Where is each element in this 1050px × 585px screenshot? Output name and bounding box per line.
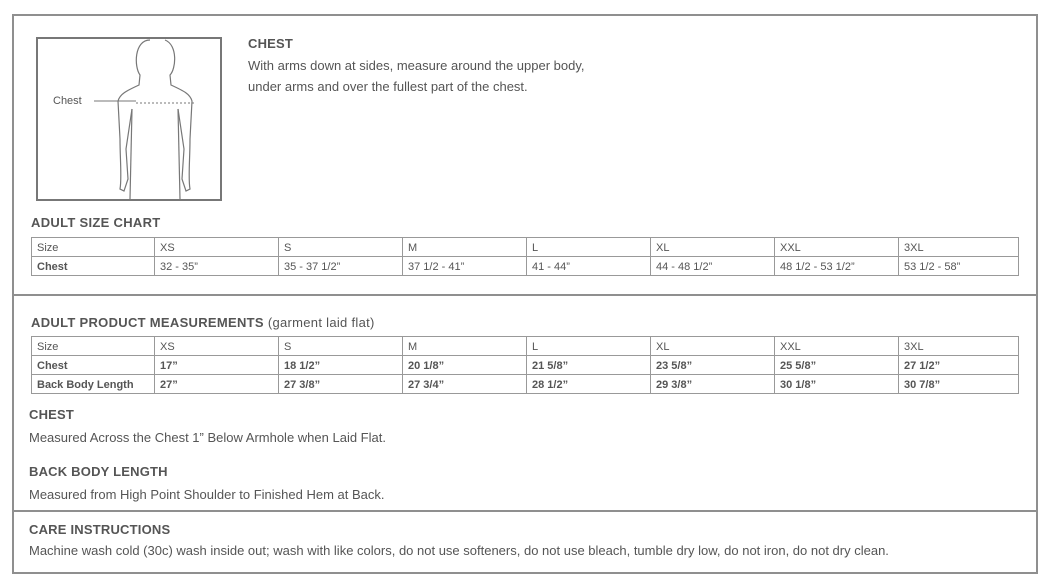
chest-description-line-2: under arms and over the fullest part of the chest.	[248, 79, 528, 94]
table-cell: S	[279, 238, 403, 257]
table-cell: 21 5/8”	[527, 356, 651, 375]
table-cell: M	[403, 238, 527, 257]
chest-heading: CHEST	[248, 36, 294, 51]
table-cell: 48 1/2 - 53 1/2”	[775, 257, 899, 276]
table-cell: M	[403, 337, 527, 356]
table-cell: 41 - 44”	[527, 257, 651, 276]
care-instructions-panel	[12, 510, 1038, 574]
table-cell: 17”	[155, 356, 279, 375]
table-row	[32, 238, 1019, 257]
table-cell: 27 1/2”	[899, 356, 1019, 375]
table-cell: L	[527, 238, 651, 257]
table-cell: XL	[651, 337, 775, 356]
chest-note-text: Measured Across the Chest 1” Below Armhole when Laid Flat.	[29, 430, 386, 445]
back-length-note	[29, 464, 1019, 505]
table-cell: 44 - 48 1/2”	[651, 257, 775, 276]
table-cell: XS	[155, 238, 279, 257]
adult-size-table	[31, 237, 1019, 276]
table-cell: 18 1/2”	[279, 356, 403, 375]
product-measurements-heading: ADULT PRODUCT MEASUREMENTS	[31, 315, 264, 330]
chest-note	[29, 407, 1019, 448]
table-cell: 3XL	[899, 238, 1019, 257]
table-cell: 35 - 37 1/2”	[279, 257, 403, 276]
table-cell: 29 3/8”	[651, 375, 775, 394]
table-cell: 27 3/4”	[403, 375, 527, 394]
row-header-cell: Size	[32, 238, 155, 257]
table-cell: XS	[155, 337, 279, 356]
table-cell: S	[279, 337, 403, 356]
product-measurements-subtitle: (garment laid flat)	[267, 315, 375, 330]
chest-description-line-1: With arms down at sides, measure around the upper body,	[248, 58, 585, 73]
back-length-note-title: BACK BODY LENGTH	[29, 464, 168, 479]
table-cell: XL	[651, 238, 775, 257]
table-cell: 32 - 35”	[155, 257, 279, 276]
body-silhouette-icon	[38, 39, 220, 199]
table-cell: 27 3/8”	[279, 375, 403, 394]
chest-note-title: CHEST	[29, 407, 75, 422]
size-guide-panel	[12, 14, 1038, 296]
table-cell: 3XL	[899, 337, 1019, 356]
care-instructions-text: Machine wash cold (30c) wash inside out; wash with like colors, do not use softeners, do not use bleach, tumble dry low, do not iron, do not dry clean.	[29, 543, 889, 558]
table-cell: 53 1/2 - 58”	[899, 257, 1019, 276]
row-header-cell: Size	[32, 337, 155, 356]
care-instructions	[29, 522, 889, 561]
table-cell: 25 5/8”	[775, 356, 899, 375]
back-length-note-text: Measured from High Point Shoulder to Finished Hem at Back.	[29, 487, 385, 502]
table-row	[32, 356, 1019, 375]
product-measurements-title	[31, 315, 375, 330]
table-cell: 28 1/2”	[527, 375, 651, 394]
product-measurements-table	[31, 336, 1019, 394]
table-cell: 20 1/8”	[403, 356, 527, 375]
table-cell: 30 7/8”	[899, 375, 1019, 394]
chest-label: Chest	[53, 95, 82, 107]
body-measurement-figure	[36, 37, 222, 201]
table-row	[32, 257, 1019, 276]
table-cell: XXL	[775, 238, 899, 257]
table-cell: 27”	[155, 375, 279, 394]
table-cell: 23 5/8”	[651, 356, 775, 375]
care-instructions-title: CARE INSTRUCTIONS	[29, 522, 171, 537]
table-row	[32, 337, 1019, 356]
table-cell: 30 1/8”	[775, 375, 899, 394]
table-cell: 37 1/2 - 41”	[403, 257, 527, 276]
product-measurements-panel	[12, 294, 1038, 512]
row-header-cell: Chest	[32, 257, 155, 276]
table-cell: L	[527, 337, 651, 356]
adult-size-chart-title: ADULT SIZE CHART	[31, 215, 161, 230]
table-cell: XXL	[775, 337, 899, 356]
table-row	[32, 375, 1019, 394]
row-header-cell: Back Body Length	[32, 375, 155, 394]
row-header-cell: Chest	[32, 356, 155, 375]
chest-info	[248, 36, 668, 97]
